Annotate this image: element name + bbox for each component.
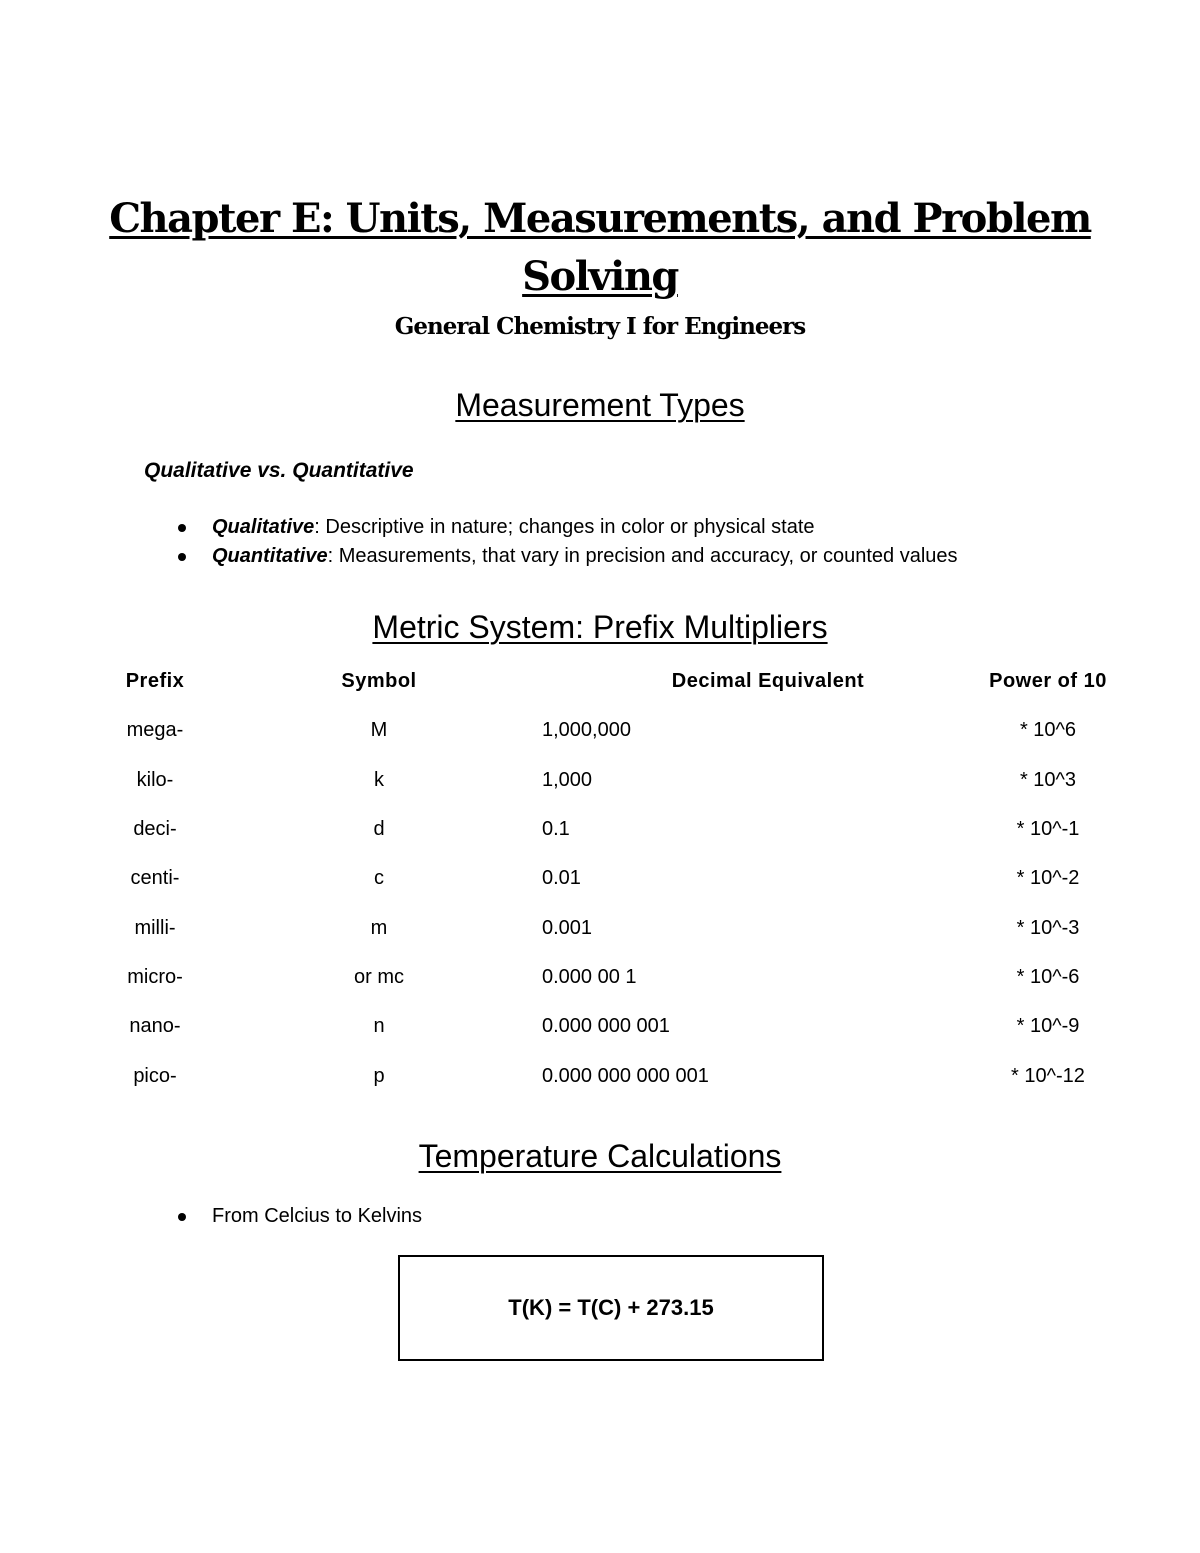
- cell-symbol: M: [370, 719, 388, 742]
- cell-decimal: [542, 854, 988, 903]
- cell-decimal: [542, 706, 988, 755]
- cell-symbol: k: [374, 768, 384, 791]
- cell-decimal-text: 1,000,000: [542, 719, 631, 742]
- cell-decimal-text: 0.000 00 1: [542, 965, 637, 988]
- cell-decimal-text: 0.000 000 000 001: [542, 1064, 709, 1087]
- cell-prefix: micro-: [127, 965, 183, 988]
- list-item: [144, 542, 958, 571]
- cell-prefix: centi-: [130, 867, 180, 890]
- cell-symbol: m: [370, 916, 388, 939]
- bullet-term: Quantitative: [212, 545, 328, 567]
- cell-decimal-text: 0.001: [542, 916, 593, 939]
- table-row: [100, 706, 1108, 755]
- cell-decimal: [542, 903, 988, 952]
- document-title-line-2: Solving: [522, 253, 678, 300]
- cell-prefix: pico-: [133, 1064, 177, 1087]
- table-row: [100, 903, 1108, 952]
- cell-power: * 10^-6: [1016, 965, 1080, 988]
- prefix-multipliers-table: [100, 657, 1108, 1101]
- table-row: [100, 854, 1108, 903]
- cell-power: * 10^-12: [1011, 1064, 1085, 1087]
- bullet-icon: [178, 1213, 186, 1221]
- bullet-text: : Measurements, that vary in precision and accuracy, or counted values: [327, 545, 958, 567]
- cell-decimal: [542, 756, 988, 805]
- column-header-symbol: Symbol: [341, 670, 417, 693]
- cell-decimal: [542, 953, 988, 1002]
- qualitative-vs-quantitative-subheading: Qualitative vs. Quantitative: [144, 459, 414, 482]
- cell-decimal-text: 0.01: [542, 867, 581, 890]
- table-row: [100, 953, 1108, 1002]
- column-header-decimal: Decimal Equivalent: [671, 670, 865, 693]
- cell-decimal: [542, 805, 988, 854]
- cell-power: * 10^-3: [1016, 916, 1080, 939]
- cell-prefix: milli-: [134, 916, 176, 939]
- measurement-types-heading: Measurement Types: [455, 387, 745, 423]
- cell-power: * 10^-2: [1016, 867, 1080, 890]
- cell-power: * 10^-9: [1016, 1015, 1080, 1038]
- cell-prefix: kilo-: [136, 768, 174, 791]
- bullet-icon: [178, 524, 186, 532]
- temperature-heading: Temperature Calculations: [418, 1138, 782, 1174]
- table-row: [100, 1051, 1108, 1100]
- cell-symbol: n: [373, 1015, 385, 1038]
- cell-prefix: mega-: [126, 719, 184, 742]
- document-title: [100, 190, 1100, 306]
- table-header-row: [100, 657, 1108, 706]
- bullet-text: From Celcius to Kelvins: [212, 1205, 423, 1227]
- document-subtitle: General Chemistry I for Engineers: [394, 313, 806, 340]
- list-item: [144, 1202, 422, 1231]
- cell-decimal-text: 0.1: [542, 818, 570, 841]
- metric-system-heading: Metric System: Prefix Multipliers: [372, 609, 828, 645]
- cell-decimal-text: 0.000 000 001: [542, 1015, 670, 1038]
- cell-decimal: [542, 1051, 988, 1100]
- table-row: [100, 1002, 1108, 1051]
- bullet-icon: [178, 553, 186, 561]
- bullet-term: Qualitative: [212, 516, 315, 538]
- cell-symbol: d: [373, 818, 385, 841]
- cell-power: * 10^3: [1019, 768, 1077, 791]
- cell-prefix: deci-: [133, 818, 177, 841]
- document-title-line-1: Chapter E: Units, Measurements, and Problem: [109, 195, 1091, 242]
- celsius-to-kelvin-formula: T(K) = T(C) + 273.15: [508, 1295, 714, 1320]
- bullet-text: : Descriptive in nature; changes in color or physical state: [314, 516, 815, 538]
- cell-decimal: [542, 1002, 988, 1051]
- temperature-list: [144, 1202, 422, 1231]
- measurement-types-list: [144, 513, 958, 571]
- cell-decimal-text: 1,000: [542, 768, 593, 791]
- table-row: [100, 805, 1108, 854]
- table-row: [100, 756, 1108, 805]
- column-header-power: Power of 10: [989, 670, 1107, 693]
- column-header-prefix: Prefix: [125, 670, 185, 693]
- list-item: [144, 513, 958, 542]
- cell-prefix: nano-: [129, 1015, 181, 1038]
- cell-symbol: or mc: [354, 965, 404, 988]
- formula-box: [398, 1255, 824, 1361]
- cell-symbol: c: [374, 867, 384, 890]
- cell-power: * 10^6: [1019, 719, 1077, 742]
- cell-symbol: p: [373, 1064, 385, 1087]
- cell-power: * 10^-1: [1016, 818, 1080, 841]
